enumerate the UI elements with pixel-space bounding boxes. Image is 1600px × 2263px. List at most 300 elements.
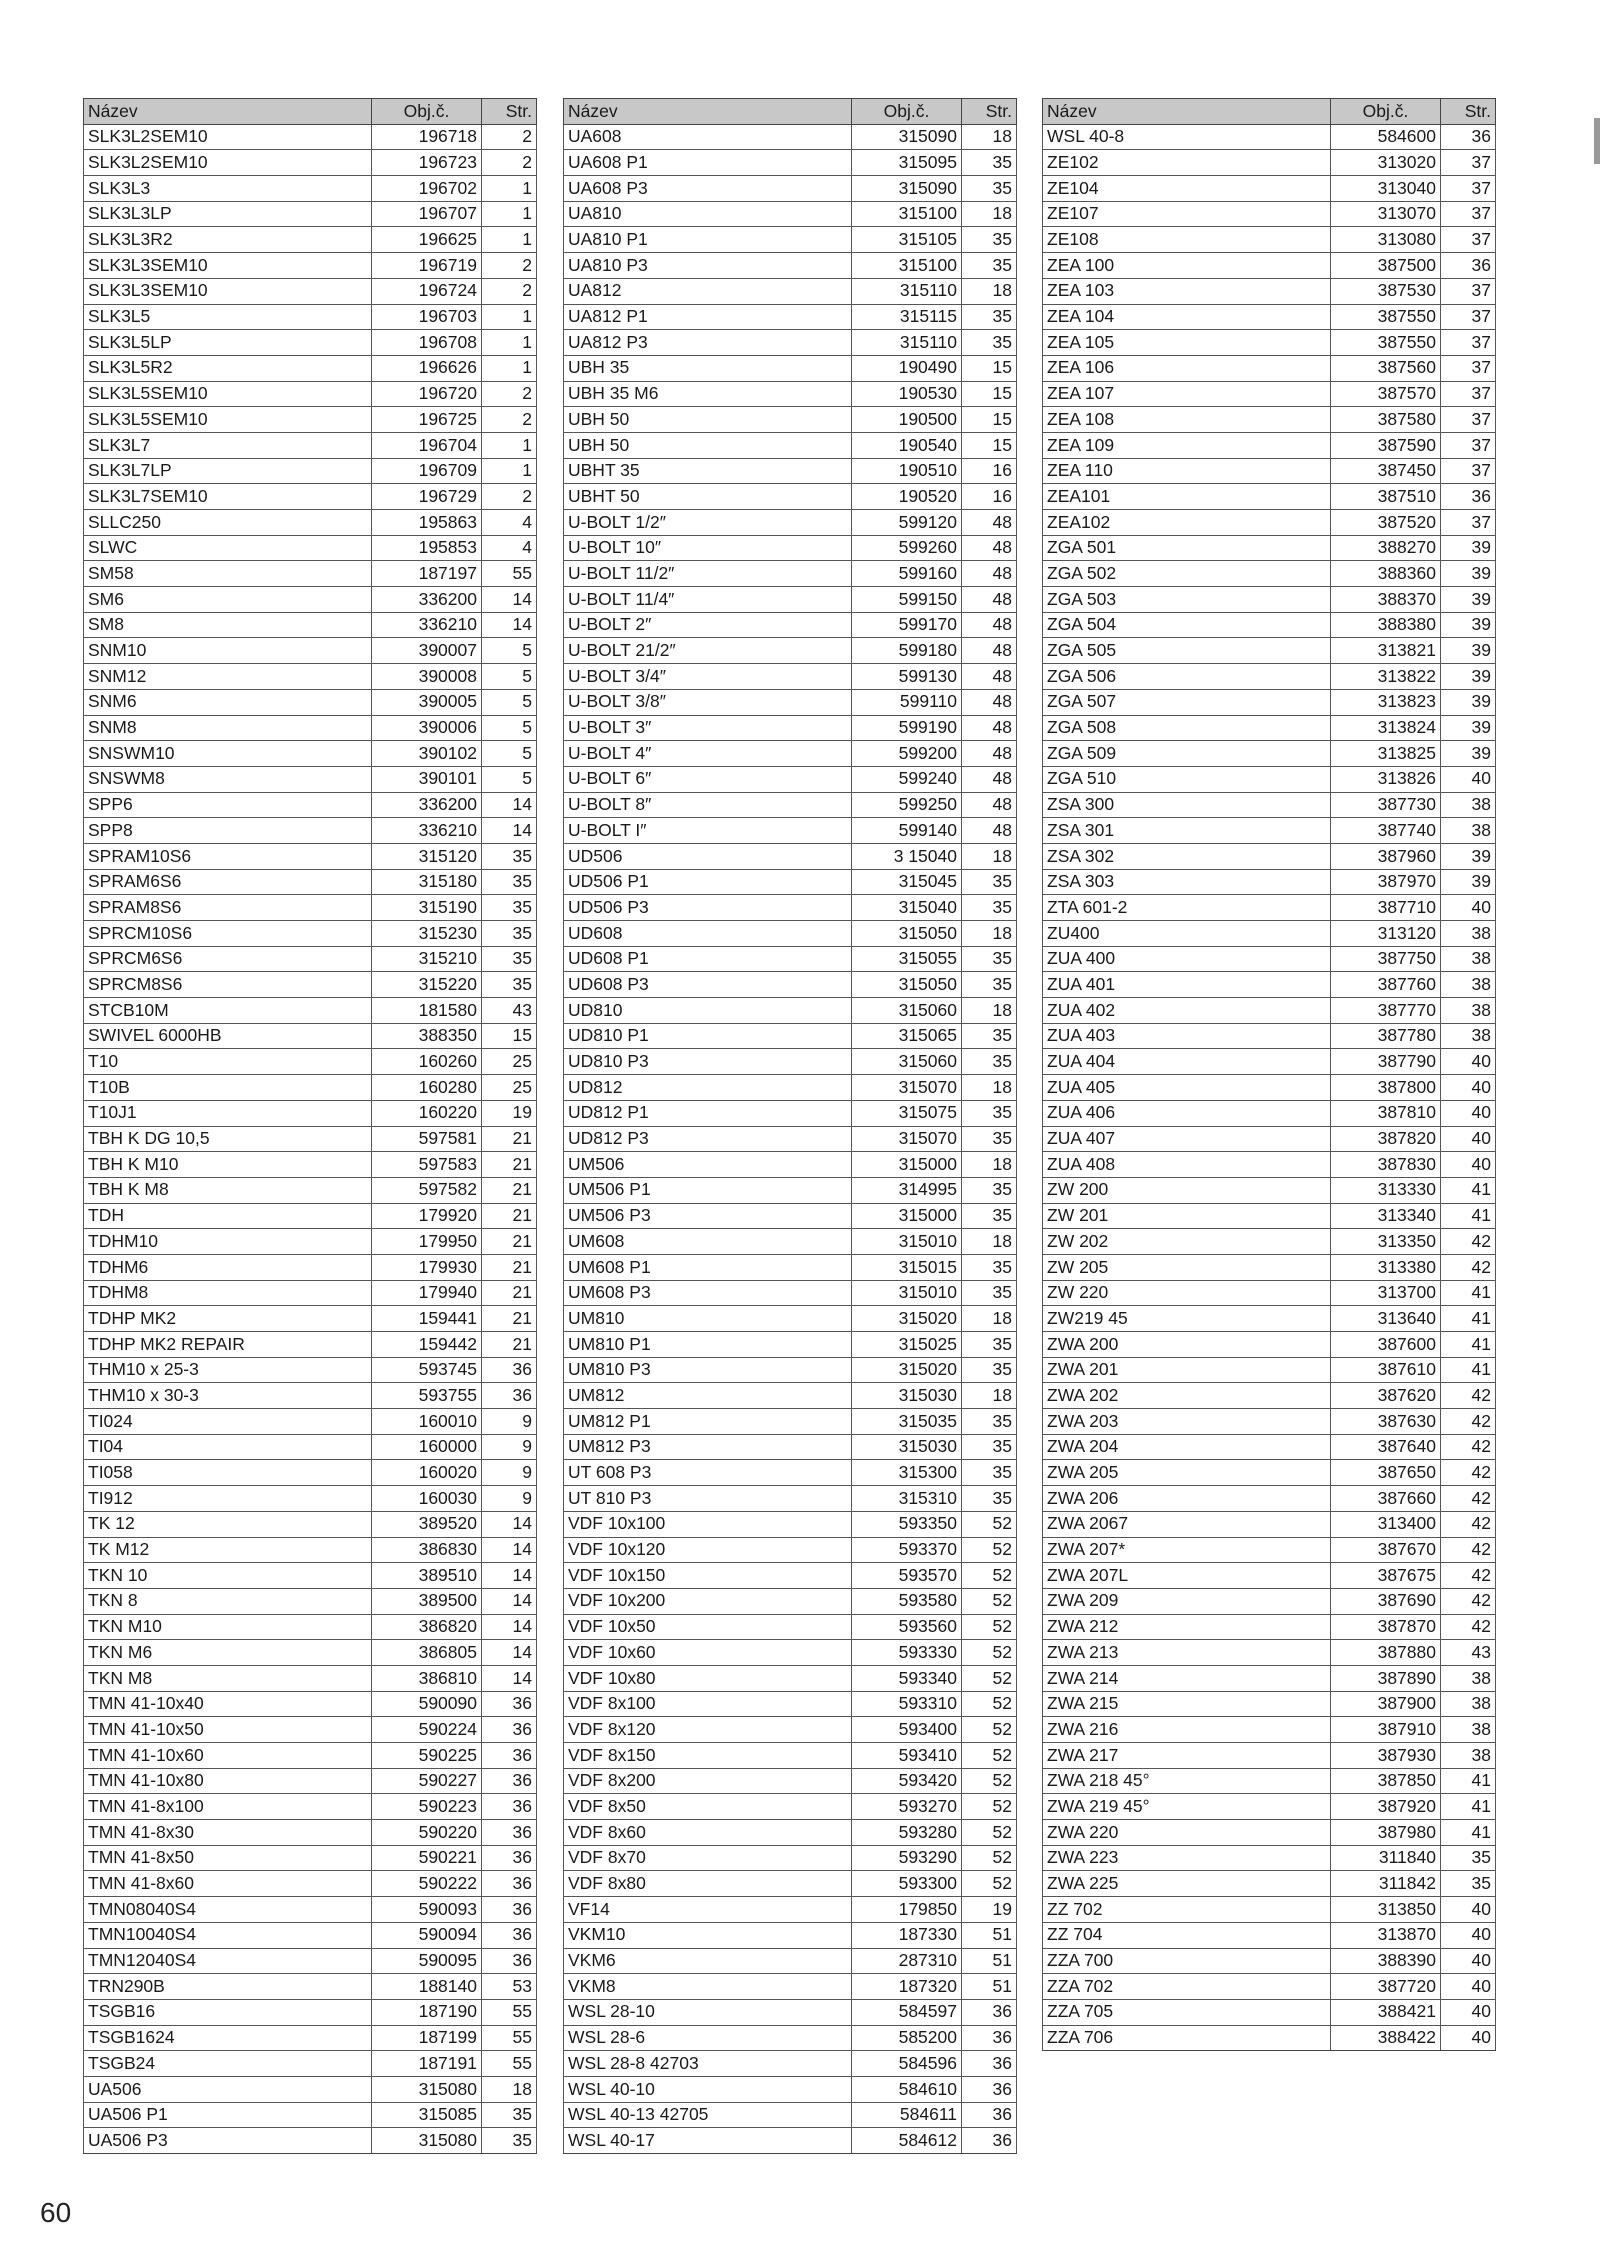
item-page: 15 xyxy=(962,381,1017,407)
item-code: 179930 xyxy=(372,1254,482,1280)
item-page: 5 xyxy=(482,689,537,715)
item-page: 39 xyxy=(1441,715,1496,741)
table-row xyxy=(564,1383,1017,1409)
item-page: 39 xyxy=(1441,561,1496,587)
item-page: 35 xyxy=(962,176,1017,202)
item-code: 196708 xyxy=(372,330,482,356)
item-code: 196703 xyxy=(372,304,482,330)
table-row xyxy=(84,1563,537,1589)
item-name: SPRAM8S6 xyxy=(84,895,372,921)
item-name: ZW 201 xyxy=(1043,1203,1331,1229)
item-code: 387900 xyxy=(1331,1691,1441,1717)
table-row xyxy=(84,535,537,561)
item-code: 386805 xyxy=(372,1640,482,1666)
item-name: UA812 P1 xyxy=(564,304,852,330)
item-code: 315050 xyxy=(852,921,962,947)
item-name: WSL 40-8 xyxy=(1043,124,1331,150)
table-row xyxy=(1043,355,1496,381)
table-row xyxy=(1043,432,1496,458)
item-page: 14 xyxy=(482,818,537,844)
table-row xyxy=(84,689,537,715)
table-row xyxy=(1043,1280,1496,1306)
table-row xyxy=(564,1486,1017,1512)
table-row xyxy=(84,1640,537,1666)
item-name: TI912 xyxy=(84,1486,372,1512)
table-row xyxy=(84,561,537,587)
item-name: UA812 P3 xyxy=(564,330,852,356)
item-page: 16 xyxy=(962,458,1017,484)
item-code: 387960 xyxy=(1331,843,1441,869)
table-row xyxy=(84,1537,537,1563)
header-page: Str. xyxy=(482,99,537,125)
item-code: 196725 xyxy=(372,407,482,433)
table-row xyxy=(564,1203,1017,1229)
item-code: 387750 xyxy=(1331,946,1441,972)
item-code: 313120 xyxy=(1331,921,1441,947)
index-table xyxy=(1042,98,1496,2051)
item-code: 311842 xyxy=(1331,1871,1441,1897)
item-name: TI024 xyxy=(84,1409,372,1435)
item-page: 39 xyxy=(1441,587,1496,613)
item-name: VDF 10x120 xyxy=(564,1537,852,1563)
item-code: 196625 xyxy=(372,227,482,253)
table-row xyxy=(84,998,537,1024)
item-name: VKM8 xyxy=(564,1974,852,2000)
item-code: 196707 xyxy=(372,201,482,227)
item-code: 584597 xyxy=(852,1999,962,2025)
item-code: 315105 xyxy=(852,227,962,253)
item-code: 599160 xyxy=(852,561,962,587)
item-code: 160260 xyxy=(372,1049,482,1075)
item-page: 42 xyxy=(1441,1434,1496,1460)
item-page: 52 xyxy=(962,1743,1017,1769)
item-page: 35 xyxy=(962,1100,1017,1126)
item-page: 35 xyxy=(1441,1845,1496,1871)
item-name: ZUA 404 xyxy=(1043,1049,1331,1075)
item-page: 41 xyxy=(1441,1768,1496,1794)
item-page: 39 xyxy=(1441,535,1496,561)
table-row xyxy=(564,1871,1017,1897)
table-row xyxy=(84,1665,537,1691)
item-code: 315060 xyxy=(852,1049,962,1075)
table-row xyxy=(564,458,1017,484)
item-name: UA608 P3 xyxy=(564,176,852,202)
item-code: 387650 xyxy=(1331,1460,1441,1486)
item-page: 36 xyxy=(482,1922,537,1948)
item-page: 15 xyxy=(962,407,1017,433)
table-row xyxy=(1043,407,1496,433)
item-name: VDF 8x120 xyxy=(564,1717,852,1743)
item-name: ZZ 704 xyxy=(1043,1922,1331,1948)
item-page: 37 xyxy=(1441,304,1496,330)
table-row xyxy=(84,330,537,356)
header-page: Str. xyxy=(962,99,1017,125)
item-page: 2 xyxy=(482,381,537,407)
table-row xyxy=(564,612,1017,638)
item-page: 40 xyxy=(1441,1049,1496,1075)
item-code: 315020 xyxy=(852,1306,962,1332)
item-code: 196720 xyxy=(372,381,482,407)
table-row xyxy=(84,201,537,227)
table-row xyxy=(1043,381,1496,407)
item-code: 179850 xyxy=(852,1897,962,1923)
item-code: 315210 xyxy=(372,946,482,972)
item-page: 35 xyxy=(962,1486,1017,1512)
table-row xyxy=(84,1152,537,1178)
table-row xyxy=(84,1383,537,1409)
item-page: 37 xyxy=(1441,278,1496,304)
table-row xyxy=(1043,1409,1496,1435)
item-name: UD810 P3 xyxy=(564,1049,852,1075)
table-row xyxy=(84,253,537,279)
table-row xyxy=(564,355,1017,381)
table-row xyxy=(84,1511,537,1537)
item-page: 35 xyxy=(962,150,1017,176)
item-code: 386830 xyxy=(372,1537,482,1563)
item-name: SM58 xyxy=(84,561,372,587)
item-code: 315115 xyxy=(852,304,962,330)
item-code: 387675 xyxy=(1331,1563,1441,1589)
item-code: 387600 xyxy=(1331,1332,1441,1358)
table-row xyxy=(1043,176,1496,202)
item-code: 593410 xyxy=(852,1743,962,1769)
table-row xyxy=(1043,1922,1496,1948)
item-code: 387910 xyxy=(1331,1717,1441,1743)
item-name: SLWC xyxy=(84,535,372,561)
item-page: 18 xyxy=(962,201,1017,227)
item-page: 16 xyxy=(962,484,1017,510)
header-name: Název xyxy=(1043,99,1331,125)
item-name: TMN 41-8x60 xyxy=(84,1871,372,1897)
item-name: ZWA 200 xyxy=(1043,1332,1331,1358)
item-page: 36 xyxy=(482,1845,537,1871)
item-name: ZGA 504 xyxy=(1043,612,1331,638)
table-row xyxy=(84,355,537,381)
item-code: 599240 xyxy=(852,766,962,792)
table-row xyxy=(84,2128,537,2154)
item-code: 181580 xyxy=(372,998,482,1024)
table-row xyxy=(84,1588,537,1614)
item-code: 387550 xyxy=(1331,330,1441,356)
item-page: 14 xyxy=(482,1511,537,1537)
table-row xyxy=(1043,612,1496,638)
item-page: 55 xyxy=(482,2051,537,2077)
table-row xyxy=(1043,818,1496,844)
item-name: UD812 P1 xyxy=(564,1100,852,1126)
item-page: 39 xyxy=(1441,689,1496,715)
table-row xyxy=(84,1897,537,1923)
item-code: 315045 xyxy=(852,869,962,895)
item-code: 386810 xyxy=(372,1665,482,1691)
item-page: 42 xyxy=(1441,1537,1496,1563)
item-name: U-BOLT 3/4″ xyxy=(564,664,852,690)
item-page: 40 xyxy=(1441,1948,1496,1974)
item-page: 21 xyxy=(482,1229,537,1255)
item-page: 52 xyxy=(962,1717,1017,1743)
item-code: 313380 xyxy=(1331,1254,1441,1280)
item-page: 42 xyxy=(1441,1614,1496,1640)
table-row xyxy=(84,2102,537,2128)
table-row xyxy=(564,1974,1017,2000)
table-row xyxy=(564,304,1017,330)
table-row xyxy=(564,1357,1017,1383)
item-code: 313070 xyxy=(1331,201,1441,227)
table-row xyxy=(1043,1743,1496,1769)
item-page: 36 xyxy=(962,2128,1017,2154)
item-code: 387800 xyxy=(1331,1075,1441,1101)
item-page: 38 xyxy=(1441,1023,1496,1049)
item-code: 387590 xyxy=(1331,432,1441,458)
item-page: 48 xyxy=(962,561,1017,587)
item-name: ZEA 109 xyxy=(1043,432,1331,458)
item-page: 36 xyxy=(962,2102,1017,2128)
item-code: 315060 xyxy=(852,998,962,1024)
item-page: 40 xyxy=(1441,1100,1496,1126)
table-row xyxy=(564,664,1017,690)
item-page: 42 xyxy=(1441,1588,1496,1614)
item-page: 1 xyxy=(482,227,537,253)
item-name: ZZA 700 xyxy=(1043,1948,1331,1974)
table-row xyxy=(1043,1614,1496,1640)
item-name: ZWA 218 45° xyxy=(1043,1768,1331,1794)
item-code: 389500 xyxy=(372,1588,482,1614)
item-page: 36 xyxy=(482,1717,537,1743)
table-row xyxy=(564,2076,1017,2102)
item-code: 315230 xyxy=(372,921,482,947)
item-code: 590223 xyxy=(372,1794,482,1820)
table-row xyxy=(1043,1665,1496,1691)
item-code: 190520 xyxy=(852,484,962,510)
item-name: UD810 xyxy=(564,998,852,1024)
table-row xyxy=(1043,664,1496,690)
item-page: 18 xyxy=(962,843,1017,869)
item-page: 52 xyxy=(962,1820,1017,1846)
item-page: 21 xyxy=(482,1332,537,1358)
item-name: UA810 xyxy=(564,201,852,227)
item-page: 14 xyxy=(482,612,537,638)
item-code: 590222 xyxy=(372,1871,482,1897)
table-row xyxy=(564,792,1017,818)
table-row xyxy=(84,843,537,869)
item-page: 36 xyxy=(1441,484,1496,510)
item-page: 14 xyxy=(482,1588,537,1614)
table-row xyxy=(1043,1357,1496,1383)
item-page: 36 xyxy=(482,1948,537,1974)
table-row xyxy=(564,124,1017,150)
table-row xyxy=(564,895,1017,921)
item-name: ZUA 403 xyxy=(1043,1023,1331,1049)
item-code: 313826 xyxy=(1331,766,1441,792)
item-name: WSL 28-10 xyxy=(564,1999,852,2025)
table-row xyxy=(564,1665,1017,1691)
item-code: 599130 xyxy=(852,664,962,690)
item-code: 315075 xyxy=(852,1100,962,1126)
item-page: 35 xyxy=(962,1023,1017,1049)
table-row xyxy=(84,1023,537,1049)
item-code: 196729 xyxy=(372,484,482,510)
header-code: Obj.č. xyxy=(1331,99,1441,125)
item-code: 287310 xyxy=(852,1948,962,1974)
item-name: UA810 P3 xyxy=(564,253,852,279)
item-page: 21 xyxy=(482,1177,537,1203)
table-row xyxy=(1043,1203,1496,1229)
table-row xyxy=(1043,227,1496,253)
item-code: 315090 xyxy=(852,176,962,202)
item-page: 37 xyxy=(1441,227,1496,253)
item-page: 2 xyxy=(482,407,537,433)
item-name: UM608 P1 xyxy=(564,1254,852,1280)
item-page: 41 xyxy=(1441,1280,1496,1306)
item-page: 36 xyxy=(962,2025,1017,2051)
item-code: 313640 xyxy=(1331,1306,1441,1332)
table-row xyxy=(84,510,537,536)
table-row xyxy=(84,1049,537,1075)
item-code: 388360 xyxy=(1331,561,1441,587)
item-code: 315190 xyxy=(372,895,482,921)
table-row xyxy=(84,304,537,330)
table-row xyxy=(1043,150,1496,176)
item-code: 599190 xyxy=(852,715,962,741)
item-page: 18 xyxy=(962,1383,1017,1409)
table-row xyxy=(84,1075,537,1101)
item-code: 387520 xyxy=(1331,510,1441,536)
item-name: ZUA 408 xyxy=(1043,1152,1331,1178)
item-code: 196723 xyxy=(372,150,482,176)
item-name: ZGA 503 xyxy=(1043,587,1331,613)
item-name: SNSWM8 xyxy=(84,766,372,792)
item-page: 35 xyxy=(482,843,537,869)
item-name: ZSA 301 xyxy=(1043,818,1331,844)
item-name: SNM6 xyxy=(84,689,372,715)
item-code: 593580 xyxy=(852,1588,962,1614)
item-name: ZEA 106 xyxy=(1043,355,1331,381)
item-code: 593570 xyxy=(852,1563,962,1589)
item-name: ZWA 225 xyxy=(1043,1871,1331,1897)
item-code: 313350 xyxy=(1331,1229,1441,1255)
item-name: ZEA 107 xyxy=(1043,381,1331,407)
table-row xyxy=(84,1871,537,1897)
item-page: 55 xyxy=(482,2025,537,2051)
item-page: 35 xyxy=(962,1126,1017,1152)
table-row xyxy=(84,1614,537,1640)
item-name: ZGA 510 xyxy=(1043,766,1331,792)
table-row xyxy=(1043,998,1496,1024)
item-name: SNSWM10 xyxy=(84,741,372,767)
item-name: VDF 8x70 xyxy=(564,1845,852,1871)
table-row xyxy=(84,176,537,202)
table-row xyxy=(1043,766,1496,792)
item-name: TMN 41-10x60 xyxy=(84,1743,372,1769)
item-name: SLK3L3 xyxy=(84,176,372,202)
item-page: 35 xyxy=(962,1357,1017,1383)
table-row xyxy=(84,921,537,947)
item-name: SWIVEL 6000HB xyxy=(84,1023,372,1049)
item-name: ZZA 706 xyxy=(1043,2025,1331,2051)
item-name: U-BOLT 10″ xyxy=(564,535,852,561)
item-code: 179920 xyxy=(372,1203,482,1229)
item-code: 179940 xyxy=(372,1280,482,1306)
item-code: 388350 xyxy=(372,1023,482,1049)
table-row xyxy=(1043,1948,1496,1974)
table-row xyxy=(84,638,537,664)
item-code: 599260 xyxy=(852,535,962,561)
item-name: SM6 xyxy=(84,587,372,613)
item-page: 5 xyxy=(482,664,537,690)
table-row xyxy=(1043,1152,1496,1178)
item-code: 160010 xyxy=(372,1409,482,1435)
item-code: 387690 xyxy=(1331,1588,1441,1614)
item-code: 584596 xyxy=(852,2051,962,2077)
item-name: ZEA 110 xyxy=(1043,458,1331,484)
table-row xyxy=(1043,1820,1496,1846)
table-row xyxy=(564,1023,1017,1049)
item-code: 313825 xyxy=(1331,741,1441,767)
table-row xyxy=(1043,1332,1496,1358)
item-page: 37 xyxy=(1441,355,1496,381)
item-page: 14 xyxy=(482,587,537,613)
item-code: 315085 xyxy=(372,2102,482,2128)
item-code: 313400 xyxy=(1331,1511,1441,1537)
table-row xyxy=(84,895,537,921)
item-name: SLK3L5R2 xyxy=(84,355,372,381)
table-row xyxy=(564,535,1017,561)
item-name: ZE104 xyxy=(1043,176,1331,202)
index-column-1 xyxy=(83,98,537,2154)
item-name: SLK3L3SEM10 xyxy=(84,253,372,279)
item-page: 42 xyxy=(1441,1383,1496,1409)
item-code: 388370 xyxy=(1331,587,1441,613)
item-name: UT 608 P3 xyxy=(564,1460,852,1486)
item-name: ZZA 705 xyxy=(1043,1999,1331,2025)
item-name: TMN08040S4 xyxy=(84,1897,372,1923)
table-row xyxy=(564,201,1017,227)
item-name: VKM6 xyxy=(564,1948,852,1974)
item-name: TDHM8 xyxy=(84,1280,372,1306)
item-name: SLK3L5 xyxy=(84,304,372,330)
item-name: TBH K M8 xyxy=(84,1177,372,1203)
item-name: T10 xyxy=(84,1049,372,1075)
item-name: ZWA 217 xyxy=(1043,1743,1331,1769)
item-name: SNM10 xyxy=(84,638,372,664)
item-name: ZGA 509 xyxy=(1043,741,1331,767)
table-row xyxy=(84,612,537,638)
item-code: 590090 xyxy=(372,1691,482,1717)
item-code: 313821 xyxy=(1331,638,1441,664)
item-page: 5 xyxy=(482,741,537,767)
item-code: 315100 xyxy=(852,201,962,227)
item-code: 315010 xyxy=(852,1280,962,1306)
table-row xyxy=(564,2025,1017,2051)
item-name: ZZ 702 xyxy=(1043,1897,1331,1923)
table-row xyxy=(564,689,1017,715)
item-page: 35 xyxy=(1441,1871,1496,1897)
item-name: TKN 8 xyxy=(84,1588,372,1614)
item-name: UM812 P3 xyxy=(564,1434,852,1460)
item-code: 195863 xyxy=(372,510,482,536)
item-name: ZGA 502 xyxy=(1043,561,1331,587)
table-row xyxy=(1043,1794,1496,1820)
item-page: 42 xyxy=(1441,1563,1496,1589)
item-name: UA608 xyxy=(564,124,852,150)
table-row xyxy=(564,1537,1017,1563)
item-code: 387920 xyxy=(1331,1794,1441,1820)
table-row xyxy=(1043,1177,1496,1203)
item-name: ZGA 507 xyxy=(1043,689,1331,715)
item-page: 52 xyxy=(962,1845,1017,1871)
item-name: UA506 xyxy=(84,2076,372,2102)
item-name: VDF 10x150 xyxy=(564,1563,852,1589)
item-code: 311840 xyxy=(1331,1845,1441,1871)
